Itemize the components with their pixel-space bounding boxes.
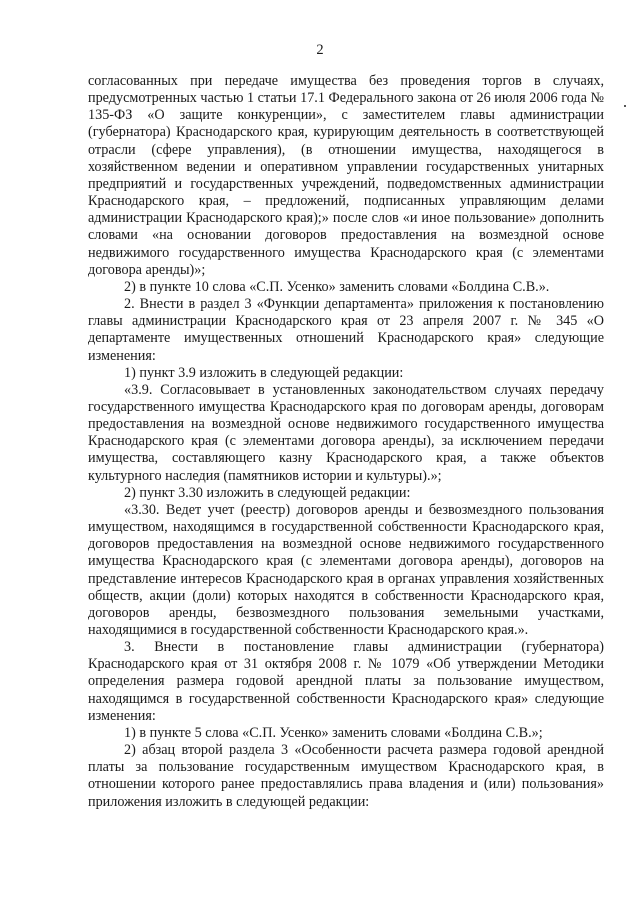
paragraph-section-3: 3. Внести в постановление главы администрации (губернатора) Краснодарского края от 31 октября 2008 г. № 1079 «Об утверждении Методики определения размера годовой арендной платы за пользование имуществом, находящимся в государственной собственности Краснодарского края» следующие изменения: bbox=[88, 639, 604, 724]
scan-speck bbox=[624, 105, 626, 107]
paragraph-item-3-1: 1) в пункте 5 слова «С.П. Усенко» заменить словами «Болдина С.В.»; bbox=[124, 724, 543, 741]
paragraph-clause-3-30: «3.30. Ведет учет (реестр) договоров аренды и безвозмездного пользования имуществом, находящимся в государственной собственности Краснодарского края, договоров предоставления на возмездной основе недвижимого государственного имущества Краснодарского края (с элементами договора аренды), договоров на представление интересов Краснодарского края в органах управления хозяйственных обществ, акции (доли) которых находятся в собственности Краснодарского края, договоров аренды, безвозмездного пользования земельными участками, находящимися в государственной собственности Краснодарского края.». bbox=[88, 501, 604, 638]
page-number: 2 bbox=[316, 42, 324, 58]
paragraph-item-1-2: 2) в пункте 10 слова «С.П. Усенко» заменить словами «Болдина С.В.». bbox=[124, 278, 550, 295]
paragraph-item-2-2: 2) пункт 3.30 изложить в следующей редакции: bbox=[124, 484, 411, 501]
paragraph-section-2: 2. Внести в раздел 3 «Функции департамента» приложения к постановлению главы администрации Краснодарского края от 23 апреля 2007 г. № 345 «О департаменте имущественных отношений Краснодарского края» следующие изменения: bbox=[88, 296, 604, 364]
paragraph-clause-3-9: «3.9. Согласовывает в установленных законодательством случаях передачу государственного имущества Краснодарского края по договорам аренды, договорам предоставления на возмездной основе недвижимого государственного имущества Краснодарского края (с элементами договора аренды), за исключением передачи имущества, составляющего казну Краснодарского края, а также объектов культурного наследия (памятников истории и культуры).»; bbox=[88, 381, 604, 484]
paragraph-item-2-1: 1) пункт 3.9 изложить в следующей редакции: bbox=[124, 364, 404, 381]
paragraph-item-3-2: 2) абзац второй раздела 3 «Особенности расчета размера годовой арендной платы за пользование государственным имуществом Краснодарского края, в отношении которого ранее предоставлялись права владения и (или) пользования» приложения изложить в следующей редакции: bbox=[88, 742, 604, 810]
paragraph-continuation: согласованных при передаче имущества без проведения торгов в случаях, предусмотренных частью 1 статьи 17.1 Федерального закона от 26 июля 2006 года № 135-ФЗ «О защите конкуренции», с заместителем главы администрации (губернатора) Краснодарского края, курирующим деятельность в соответствующей отрасли (сфере управления), (в отношении имущества, находящегося в хозяйственном ведении и оперативном управлении государственных унитарных предприятий и государственных учреждений, подведомственных администрации Краснодарского края, – предложений, подписанных управляющим делами администрации Краснодарского края);» после слов «и иное пользование» дополнить словами «на основании договоров предоставления на возмездной основе недвижимого государственного имущества Краснодарского края (с элементами договора аренды)»; bbox=[88, 73, 604, 278]
document-body bbox=[88, 73, 604, 811]
